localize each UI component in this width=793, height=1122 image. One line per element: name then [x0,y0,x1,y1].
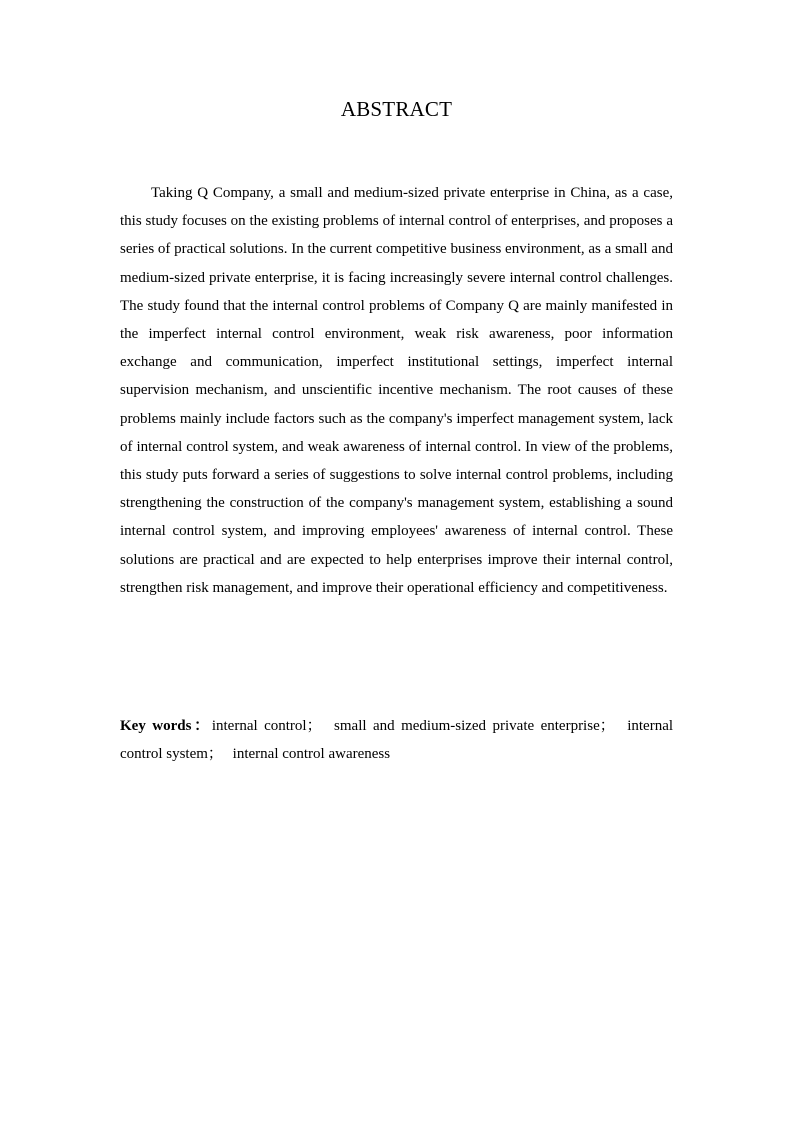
keyword-separator: ； [207,746,223,763]
keywords-line [120,712,673,768]
keyword-separator: ； [306,718,322,734]
abstract-paragraph: Taking Q Company, a small and medium-sized private enterprise in China, as a case, this study focuses on the existing problems of internal control of enterprises, and proposes a series of practical solutions. In the current competitive business environment, as a small and medium-sized private enterprise, it is facing increasingly severe internal control challenges. The study found that the internal control problems of Company Q are mainly manifested in the imperfect internal control environment, weak risk awareness, poor information exchange and communication, imperfect institutional settings, imperfect internal supervision mechanism, and unscientific incentive mechanism. The root causes of these problems mainly include factors such as the company's imperfect management system, lack of internal control system, and weak awareness of internal control. In view of the problems, this study puts forward a series of suggestions to solve internal control problems, including strengthening the construction of the company's management system, establishing a sound internal control system, and improving employees' awareness of internal control. These solutions are practical and are expected to help enterprises improve their internal control, strengthen risk management, and improve their operational efficiency and competitiveness. [120,185,673,596]
keyword-separator: ； [599,718,615,734]
keywords-label: Key words： [120,718,212,734]
keyword-item: internal control awareness [232,746,391,763]
keyword-item: small and medium-sized private enterprise [334,718,600,734]
keyword-item: internal control system [120,718,674,763]
keyword-item: internal control [211,718,307,734]
abstract-title: ABSTRACT [340,97,453,121]
